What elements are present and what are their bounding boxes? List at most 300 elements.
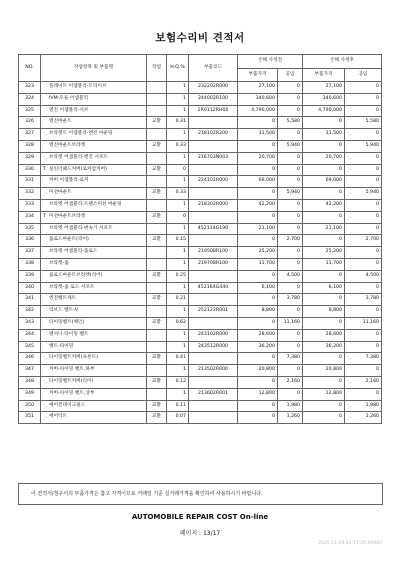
cell-no: 334 (19, 211, 41, 223)
cell-item-name (41, 258, 147, 270)
cell-item-name (41, 235, 147, 247)
cell-work: 교환 (147, 412, 167, 424)
cell-part-code: 218102R200 (189, 129, 238, 141)
cell-after-part-price: 36,200 (303, 341, 345, 353)
item-name-text: 타이밍벨트커버(프론트) (49, 355, 98, 361)
cell-no: 348 (19, 376, 41, 388)
cell-no: 347 (19, 365, 41, 377)
cell-part-code: 244002R100 (189, 93, 238, 105)
cell-before-part-price: 27,100 (238, 82, 278, 94)
cell-part-code (189, 117, 238, 129)
cell-hq: 1 (167, 199, 189, 211)
cell-work (147, 129, 167, 141)
cell-after-labor: 0 (345, 223, 382, 235)
cell-part-code: 219508R100 (189, 247, 238, 259)
cell-item-name (41, 329, 147, 341)
cell-after-labor: 1,260 (345, 412, 382, 424)
table-row (19, 365, 382, 377)
table-row (19, 306, 382, 318)
cell-before-labor: 0 (278, 365, 303, 377)
cell-no: 339 (19, 270, 41, 282)
col-before-part-header: 부품가격 (238, 68, 278, 82)
cell-before-labor: 0 (278, 105, 303, 117)
cell-after-labor: 0 (345, 105, 382, 117)
cell-work (147, 388, 167, 400)
cell-before-labor: 0 (278, 223, 303, 235)
item-name-text: 타이밍벨트(체인) (49, 319, 85, 325)
cell-no: 343 (19, 317, 41, 329)
cell-work (147, 93, 167, 105)
cell-hq: 1 (167, 93, 189, 105)
cell-part-code: 213602R001 (189, 388, 238, 400)
cell-after-labor: 0 (345, 82, 382, 94)
cell-after-labor: 0 (345, 152, 382, 164)
cell-after-labor: 5,940 (345, 140, 382, 152)
col-hq-header: H.Q.% (167, 55, 189, 82)
cell-after-part-price: 28,600 (303, 329, 345, 341)
cell-before-part-price: 0 (238, 188, 278, 200)
item-name-text: 플레이트 어셈블리-트라이브 (49, 84, 107, 89)
cell-item-name (41, 211, 147, 223)
price-notice: 이 견적서/청구서의 부품가격은 참고 가격이므로 거래일 기준 실거래가격을 확인하여 사용하시기 바랍니다. (18, 483, 383, 505)
table-row (19, 105, 382, 117)
cell-no: 331 (19, 176, 41, 188)
cell-part-code: 224102R000 (189, 176, 238, 188)
table-row (19, 117, 382, 129)
cell-part-code (189, 270, 238, 282)
cell-work (147, 282, 167, 294)
table-row (19, 258, 382, 270)
table-row (19, 376, 382, 388)
cell-no: 336 (19, 235, 41, 247)
cell-before-part-price: 0 (238, 235, 278, 247)
cell-before-labor: 0 (278, 93, 303, 105)
cell-no: 328 (19, 140, 41, 152)
item-name-text: 미션마운트 (49, 190, 72, 196)
cell-item-name (41, 400, 147, 412)
cell-before-labor: 0 (278, 152, 303, 164)
col-name-header: 작업항목 및 부품명 (41, 55, 147, 82)
cell-before-part-price: 69,000 (238, 176, 278, 188)
cell-no: 323 (19, 82, 41, 94)
cell-item-name (41, 353, 147, 365)
cell-after-part-price: 0 (303, 400, 345, 412)
cell-hq: 0.31 (167, 117, 189, 129)
cell-after-labor: 0 (345, 258, 382, 270)
cell-after-labor: 0 (345, 388, 382, 400)
col-before-labor-header: 공임 (278, 68, 303, 82)
cell-hq: 0.11 (167, 400, 189, 412)
table-row (19, 353, 382, 365)
cell-before-labor: 3,780 (278, 294, 303, 306)
cell-after-labor: 2,700 (345, 235, 382, 247)
cell-after-part-price: 6,100 (303, 282, 345, 294)
cell-after-part-price: 12,800 (303, 388, 345, 400)
cell-hq: 1 (167, 152, 189, 164)
cell-after-part-price: 4,790,000 (303, 105, 345, 117)
cell-after-part-price: 21,100 (303, 223, 345, 235)
cell-hq: 1 (167, 388, 189, 400)
cell-after-part-price: 0 (303, 270, 345, 282)
cell-before-labor: 0 (278, 129, 303, 141)
cell-no: 344 (19, 329, 41, 341)
cell-no: 341 (19, 294, 41, 306)
cell-before-labor: 7,380 (278, 353, 303, 365)
cell-before-part-price: 25,200 (238, 247, 278, 259)
cell-before-labor: 11,160 (278, 317, 303, 329)
cell-hq: 0 (167, 211, 189, 223)
cell-work (147, 223, 167, 235)
cell-no: 326 (19, 117, 41, 129)
cell-work: 교환 (147, 317, 167, 329)
cell-before-part-price: 0 (238, 270, 278, 282)
col-after-part-header: 부품가격 (303, 68, 345, 82)
col-work-header: 작업 (147, 55, 167, 82)
item-name-text: 엔진 어셈블리-서브 (49, 107, 89, 113)
table-row (19, 294, 382, 306)
cell-part-code: 218302R000 (189, 199, 238, 211)
item-name-text: 브라켓 어셈블리-엔진 서포트 (49, 154, 109, 160)
cell-before-labor: 0 (278, 258, 303, 270)
cell-after-labor: 5,940 (345, 188, 382, 200)
header-row-top (19, 55, 382, 69)
cell-before-part-price: 21,100 (238, 223, 278, 235)
cell-after-labor: 2,160 (345, 376, 382, 388)
cell-no: 333 (19, 199, 41, 211)
cell-before-labor: 5,940 (278, 140, 303, 152)
table-row (19, 164, 382, 176)
cell-after-labor: 0 (345, 93, 382, 105)
cell-after-part-price: 0 (303, 317, 345, 329)
table-row (19, 129, 382, 141)
cell-before-part-price: 0 (238, 140, 278, 152)
cell-item-name (41, 199, 147, 211)
cell-after-part-price: 27,100 (303, 82, 345, 94)
cell-work: 교환 (147, 294, 167, 306)
table-row (19, 329, 382, 341)
cell-work: 교환 (147, 117, 167, 129)
table-row (19, 235, 382, 247)
cell-no: 335 (19, 223, 41, 235)
cell-hq: 0.25 (167, 270, 189, 282)
cell-hq: 1 (167, 247, 189, 259)
item-name-text: 엔진마운트 (49, 119, 72, 125)
cell-part-code: 452164G440 (189, 282, 238, 294)
cell-before-part-price: 42,200 (238, 199, 278, 211)
cell-work: 교환 (147, 270, 167, 282)
cell-before-labor: 2,700 (278, 235, 303, 247)
cell-part-code (189, 400, 238, 412)
cell-after-labor: 7,380 (345, 353, 382, 365)
cell-part-code: 213502R000 (189, 365, 238, 377)
cell-no: 332 (19, 188, 41, 200)
cell-hq: 0.33 (167, 140, 189, 152)
footer-title: AUTOMOBILE REPAIR COST On-line (131, 513, 269, 521)
item-name-text: 커버-타이밍 벨트,하부 (49, 367, 95, 373)
cell-hq: 1 (167, 223, 189, 235)
cell-after-labor: 3,780 (345, 294, 382, 306)
item-name-text: 브라켓트 어셈블리-엔진 마운팅 (49, 131, 113, 137)
cell-after-part-price: 0 (303, 412, 345, 424)
cell-item-name (41, 270, 147, 282)
cell-before-part-price: 0 (238, 211, 278, 223)
item-name-text: 롤로드마운트(리어) (49, 237, 89, 243)
cell-work: 교환 (147, 211, 167, 223)
cell-after-part-price: 0 (303, 140, 345, 152)
cell-part-code (189, 353, 238, 365)
item-name-text: 에어덕트 (49, 414, 68, 420)
cell-after-labor: 0 (345, 282, 382, 294)
item-name-text: 타이밍벨트커버(리어) (49, 378, 94, 384)
col-before-header: 손해 사정전 (238, 55, 303, 69)
cell-item-name (41, 388, 147, 400)
cell-work (147, 82, 167, 94)
cell-item-name (41, 282, 147, 294)
cell-hq: 0.41 (167, 353, 189, 365)
cell-before-part-price: 0 (238, 412, 278, 424)
cell-part-code: 243512R000 (189, 341, 238, 353)
cell-item-name (41, 317, 147, 329)
cell-before-part-price: 4,790,000 (238, 105, 278, 117)
cell-work (147, 329, 167, 341)
table-row (19, 93, 382, 105)
cell-part-code: 243102R000 (189, 329, 238, 341)
cell-work: 교환 (147, 400, 167, 412)
item-name-text: 브라켓 어셈블리-롤로드 (49, 249, 98, 255)
cell-after-part-price: 0 (303, 353, 345, 365)
cell-no: 338 (19, 258, 41, 270)
table-row (19, 282, 382, 294)
cell-after-part-price: 0 (303, 117, 345, 129)
cell-work (147, 176, 167, 188)
cell-before-part-price: 12,800 (238, 388, 278, 400)
cell-part-code (189, 235, 238, 247)
table-body (19, 82, 382, 424)
cell-before-labor: 0 (278, 341, 303, 353)
table-row (19, 140, 382, 152)
cell-no: 349 (19, 388, 41, 400)
cell-item-name (41, 188, 147, 200)
cell-work (147, 306, 167, 318)
cell-hq: 1 (167, 258, 189, 270)
cell-before-labor: 0 (278, 306, 303, 318)
cell-before-part-price: 6,100 (238, 282, 278, 294)
table-row (19, 317, 382, 329)
cell-before-labor: 0 (278, 211, 303, 223)
cell-part-code (189, 211, 238, 223)
item-name-text: 리브드 벨트-V (49, 308, 79, 314)
cell-no: 351 (19, 412, 41, 424)
cell-before-part-price: 0 (238, 400, 278, 412)
cell-hq: 1 (167, 176, 189, 188)
cell-after-labor: 0 (345, 211, 382, 223)
col-code-header: 부품코드 (189, 55, 238, 82)
cell-work (147, 341, 167, 353)
cell-before-part-price: 340,600 (238, 93, 278, 105)
cell-after-part-price: 42,200 (303, 199, 345, 211)
item-name-text: 텐셔너-타이밍 벨트 (49, 331, 89, 337)
table-row (19, 400, 382, 412)
cell-hq: 0.07 (167, 412, 189, 424)
cell-part-code: 232202R000 (189, 82, 238, 94)
cell-no: 350 (19, 400, 41, 412)
cell-hq: 0.12 (167, 376, 189, 388)
cell-part-code: 252122R001 (189, 306, 238, 318)
cell-before-part-price: 28,600 (238, 329, 278, 341)
cell-before-labor: 0 (278, 247, 303, 259)
cell-work (147, 105, 167, 117)
col-no-header: NO. (19, 55, 41, 82)
cell-item-name (41, 306, 147, 318)
cell-no: 324 (19, 93, 41, 105)
cell-item-name (41, 93, 147, 105)
cell-work: 교환 (147, 140, 167, 152)
cell-after-labor: 0 (345, 341, 382, 353)
item-name-text: 브라켓 어셈블리-트랜스미션 마운팅 (49, 201, 122, 207)
item-name-text: 브라켓-롤 (49, 260, 69, 266)
cell-part-code (189, 188, 238, 200)
cell-before-labor: 0 (278, 82, 303, 94)
estimate-table (18, 54, 382, 424)
table-row (19, 247, 382, 259)
cell-part-code: 216703N003 (189, 152, 238, 164)
cell-after-labor: 0 (345, 329, 382, 341)
item-name-text: 벨트-타이밍 (49, 343, 74, 349)
cell-before-labor: 5,940 (278, 188, 303, 200)
item-name-text: 브라켓 어셈블리-변속기 서포트 (49, 225, 113, 231)
cell-after-part-price: 0 (303, 235, 345, 247)
cell-hq: 1 (167, 341, 189, 353)
cell-after-part-price: 69,000 (303, 176, 345, 188)
cell-after-part-price: 20,700 (303, 152, 345, 164)
cell-part-code: 1R0112RH00 (189, 105, 238, 117)
document-title: 보험수리비 견적서 (155, 32, 245, 44)
cell-part-code (189, 140, 238, 152)
cell-before-labor: 1,980 (278, 400, 303, 412)
table-row (19, 341, 382, 353)
row-mark: T (43, 213, 46, 219)
cell-part-code (189, 412, 238, 424)
page-number: 페이지 : 13/17 (179, 530, 221, 537)
item-name-text: 엔진벨트세트 (49, 296, 77, 302)
item-name-text: IVM-모듈 어셈블리 (49, 95, 88, 101)
item-name-text: 실린더헤드커버(로커암커버) (49, 166, 107, 172)
cell-before-labor: 0 (278, 388, 303, 400)
item-name-text: 커버 어셈블리-로커 (49, 178, 89, 184)
cell-before-part-price: 0 (238, 294, 278, 306)
cell-hq: 1 (167, 129, 189, 141)
cell-after-labor: 0 (345, 176, 382, 188)
cell-before-labor: 0 (278, 164, 303, 176)
table-row (19, 270, 382, 282)
table-row (19, 82, 382, 94)
cell-work (147, 365, 167, 377)
cell-part-code: 452114G190 (189, 223, 238, 235)
row-mark: T (43, 166, 46, 172)
cell-after-labor: 0 (345, 199, 382, 211)
cell-after-part-price: 0 (303, 294, 345, 306)
cell-item-name (41, 247, 147, 259)
cell-after-labor: 5,580 (345, 117, 382, 129)
cell-no: 345 (19, 341, 41, 353)
cell-before-part-price: 31,500 (238, 129, 278, 141)
cell-before-part-price: 11,700 (238, 258, 278, 270)
cell-part-code: 219708R100 (189, 258, 238, 270)
cell-before-labor: 4,500 (278, 270, 303, 282)
table-row (19, 152, 382, 164)
cell-after-part-price: 25,200 (303, 247, 345, 259)
cell-after-part-price: 0 (303, 376, 345, 388)
cell-part-code (189, 376, 238, 388)
cell-before-part-price: 20,700 (238, 152, 278, 164)
cell-before-part-price: 0 (238, 317, 278, 329)
item-name-text: 커버-타이밍 벨트,상부 (49, 390, 95, 396)
cell-hq: 0.62 (167, 317, 189, 329)
cell-no: 342 (19, 306, 41, 318)
cell-item-name (41, 117, 147, 129)
cell-hq: 1 (167, 105, 189, 117)
cell-after-part-price: 8,800 (303, 306, 345, 318)
table-row (19, 211, 382, 223)
cell-before-part-price: 0 (238, 353, 278, 365)
cell-item-name (41, 376, 147, 388)
cell-before-labor: 2,160 (278, 376, 303, 388)
table-row (19, 199, 382, 211)
col-after-header: 손해 사정후 (303, 55, 382, 69)
table-row (19, 223, 382, 235)
cell-item-name (41, 129, 147, 141)
cell-after-labor: 0 (345, 365, 382, 377)
cell-work (147, 247, 167, 259)
table-row (19, 388, 382, 400)
cell-work: 교환 (147, 188, 167, 200)
cell-before-part-price: 0 (238, 164, 278, 176)
cell-item-name (41, 365, 147, 377)
cell-hq: 1 (167, 365, 189, 377)
cell-hq: 0.33 (167, 188, 189, 200)
item-name-text: 에어컨테이크필드 (49, 402, 86, 408)
cell-after-part-price: 0 (303, 188, 345, 200)
cell-after-part-price: 11,700 (303, 258, 345, 270)
cell-item-name (41, 105, 147, 117)
cell-after-part-price: 31,500 (303, 129, 345, 141)
cell-work: 교환 (147, 353, 167, 365)
cell-hq: 0.21 (167, 294, 189, 306)
cell-before-labor: 0 (278, 329, 303, 341)
cell-work: 교환 (147, 376, 167, 388)
cell-work (147, 258, 167, 270)
cell-work: 교환 (147, 164, 167, 176)
item-name-text: 미션마운트브라켓 (49, 213, 86, 219)
cell-before-part-price: 36,200 (238, 341, 278, 353)
cell-hq: 0 (167, 164, 189, 176)
item-name-text: 롤로드마운트브라켓(리어) (49, 272, 103, 278)
cell-work: 교환 (147, 235, 167, 247)
cell-before-labor: 0 (278, 282, 303, 294)
cell-after-part-price: 20,800 (303, 365, 345, 377)
cell-before-labor: 0 (278, 176, 303, 188)
cell-before-labor: 0 (278, 199, 303, 211)
cell-work (147, 199, 167, 211)
cell-after-labor: 0 (345, 247, 382, 259)
cell-after-labor: 0 (345, 129, 382, 141)
cell-part-code (189, 164, 238, 176)
cell-before-part-price: 8,800 (238, 306, 278, 318)
cell-item-name (41, 140, 147, 152)
cell-hq: 1 (167, 82, 189, 94)
cell-hq: 1 (167, 282, 189, 294)
col-after-labor-header: 공임 (345, 68, 382, 82)
